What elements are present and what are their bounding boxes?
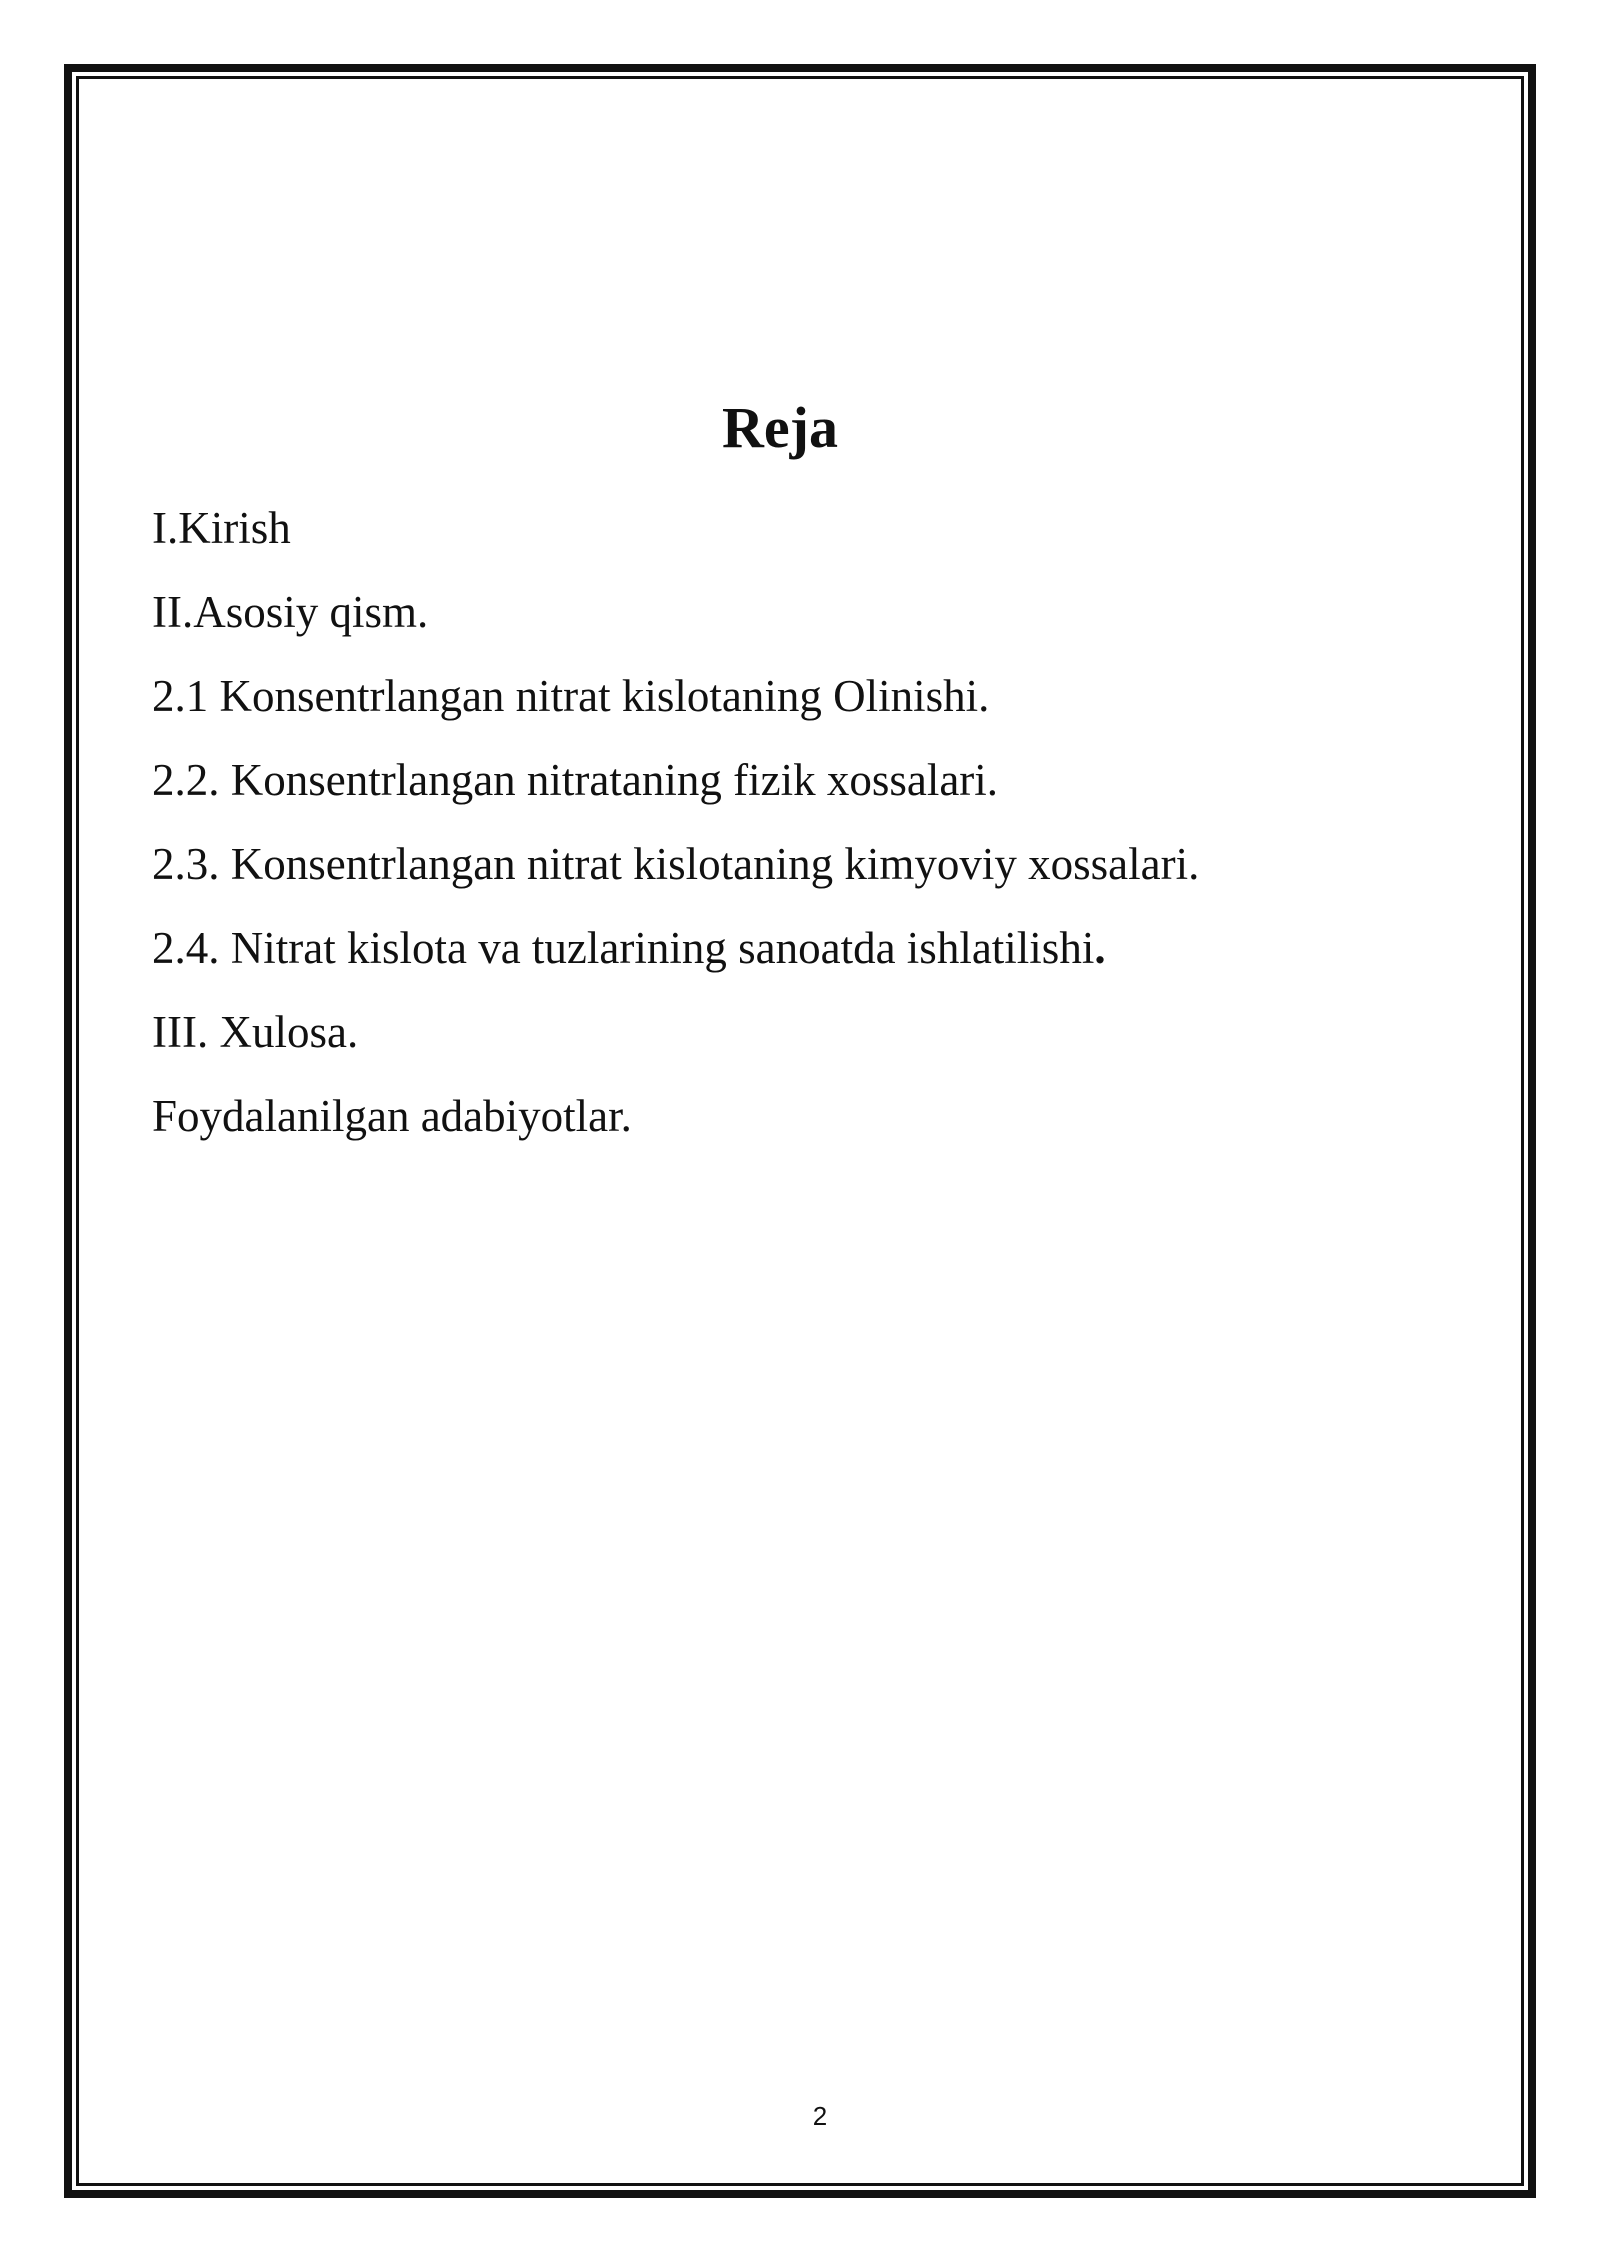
plan-item-2-2: 2.2. Konsentrlangan nitrataning fizik xossalari. <box>152 755 999 805</box>
plan-item-2-4: 2.4. Nitrat kislota va tuzlarining sanoatda ishlatilishi. <box>152 923 1106 973</box>
plan-item-kirish: I.Kirish <box>152 503 291 553</box>
page-number: 2 <box>812 2101 828 2131</box>
plan-item-adabiyotlar: Foydalanilgan adabiyotlar. <box>152 1091 632 1141</box>
plan-item-asosiy-qism: II.Asosiy qism. <box>152 587 429 637</box>
plan-list <box>152 486 1199 1158</box>
page-title: Reja <box>722 395 838 460</box>
plan-item-2-1: 2.1 Konsentrlangan nitrat kislotaning Olinishi. <box>152 671 990 721</box>
plan-item-2-3: 2.3. Konsentrlangan nitrat kislotaning kimyoviy xossalari. <box>152 839 1200 889</box>
plan-item-xulosa: III. Xulosa. <box>152 1007 359 1057</box>
